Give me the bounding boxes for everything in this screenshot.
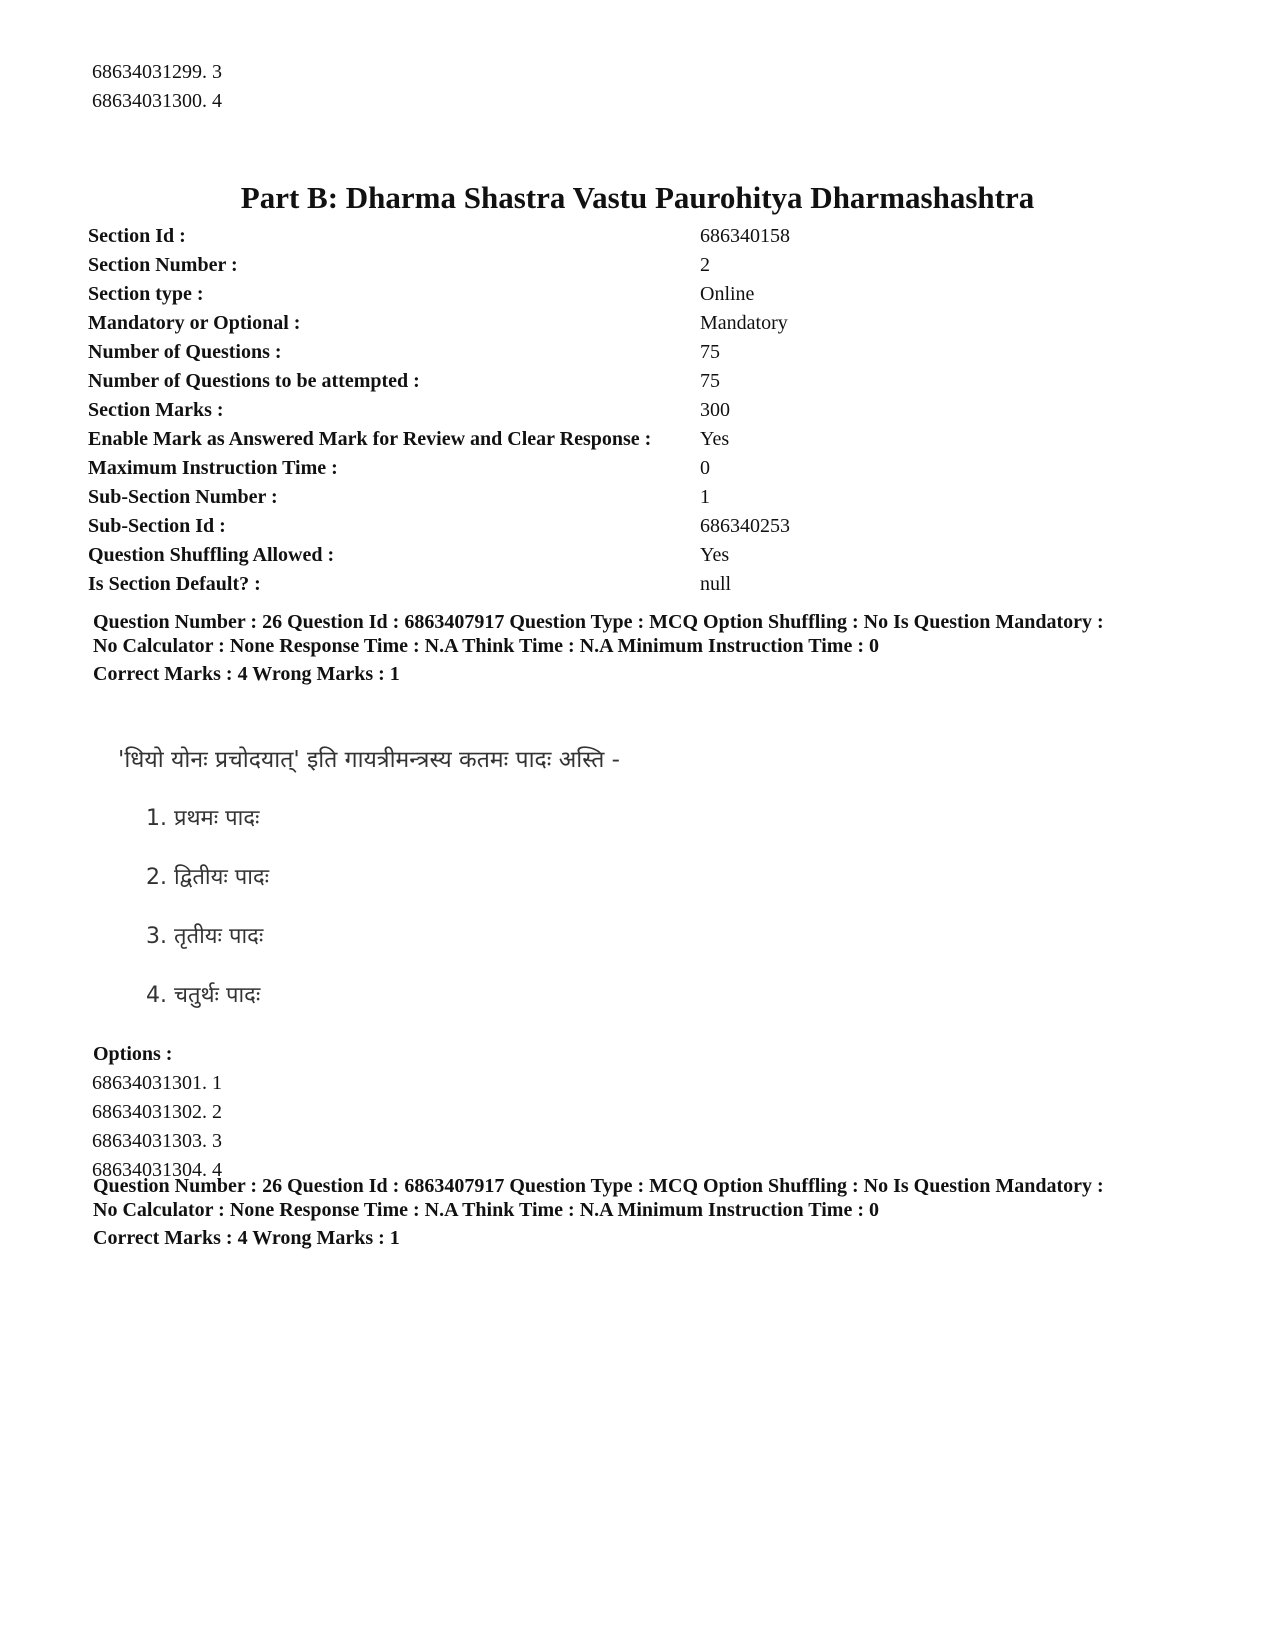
section-info-row [88, 338, 790, 367]
options-list [92, 1069, 222, 1185]
section-info-label: Enable Mark as Answered Mark for Review and Clear Response : [88, 428, 652, 450]
section-info-value: Mandatory [700, 312, 788, 334]
section-info-value: 686340158 [700, 225, 790, 247]
section-info-row [88, 251, 790, 280]
section-info-label: Question Shuffling Allowed : [88, 544, 335, 566]
section-info-row [88, 280, 790, 309]
section-info-label: Section type : [88, 283, 204, 305]
section-info-value: 75 [700, 370, 720, 392]
question-choice: 3. तृतीयः पादः [146, 924, 264, 949]
section-info-row [88, 512, 790, 541]
section-info-label: Section Marks : [88, 399, 224, 421]
section-info-label: Section Id : [88, 225, 186, 247]
part-title: Part B: Dharma Shastra Vastu Paurohitya Dharmashashtra [240, 180, 1035, 215]
option-line: 68634031301. 1 [92, 1072, 222, 1094]
question-choice: 2. द्वितीयः पादः [146, 865, 270, 890]
section-info-row [88, 425, 790, 454]
section-info-value: Yes [700, 428, 730, 450]
section-info-label: Number of Questions to be attempted : [88, 370, 420, 392]
section-info-table [88, 222, 790, 599]
section-info-label: Mandatory or Optional : [88, 312, 301, 334]
previous-question-options [92, 58, 222, 116]
section-info-row [88, 222, 790, 251]
section-info-row [88, 483, 790, 512]
section-info-label: Number of Questions : [88, 341, 282, 363]
section-info-row [88, 454, 790, 483]
section-info-value: 686340253 [700, 515, 790, 537]
section-info-value: null [700, 573, 732, 595]
options-label: Options : [93, 1043, 173, 1065]
option-line: 68634031303. 3 [92, 1130, 222, 1152]
question-header [93, 610, 1233, 686]
question-header [93, 1174, 1233, 1250]
question-meta-line: No Calculator : None Response Time : N.A Think Time : N.A Minimum Instruction Time : 0 [93, 635, 879, 657]
question-stem: 'धियो योनः प्रचोदयात्' इति गायत्रीमन्त्रस्य कतमः पादः अस्ति - [118, 747, 620, 773]
section-info-label: Section Number : [88, 254, 238, 276]
option-line: 68634031302. 2 [92, 1101, 222, 1123]
section-info-row [88, 396, 790, 425]
option-line: 68634031299. 3 [92, 61, 222, 83]
section-info-row [88, 367, 790, 396]
option-line: 68634031304. 4 [92, 1159, 222, 1181]
section-info-value: Online [700, 283, 755, 305]
section-info-value: Yes [700, 544, 730, 566]
section-info-row [88, 309, 790, 338]
question-choice: 1. प्रथमः पादः [146, 806, 260, 831]
section-info-label: Is Section Default? : [88, 573, 261, 595]
section-info-label: Sub-Section Number : [88, 486, 278, 508]
section-info-row [88, 570, 790, 599]
section-info-value: 1 [700, 486, 710, 508]
section-info-value: 2 [700, 254, 710, 276]
section-info-value: 0 [700, 457, 710, 479]
question-meta-line: Question Number : 26 Question Id : 6863407917 Question Type : MCQ Option Shuffling : No Is Question Mandatory : [93, 1175, 1104, 1197]
section-info-row [88, 541, 790, 570]
option-line: 68634031300. 4 [92, 90, 222, 112]
question-choice: 4. चतुर्थः पादः [146, 983, 261, 1008]
question-marks: Correct Marks : 4 Wrong Marks : 1 [93, 1227, 400, 1249]
section-info-label: Maximum Instruction Time : [88, 457, 338, 479]
section-info-value: 300 [700, 399, 730, 421]
question-body [118, 745, 620, 1011]
section-info-value: 75 [700, 341, 720, 363]
section-info-label: Sub-Section Id : [88, 515, 226, 537]
question-meta-line: No Calculator : None Response Time : N.A Think Time : N.A Minimum Instruction Time : 0 [93, 1199, 879, 1221]
question-marks: Correct Marks : 4 Wrong Marks : 1 [93, 663, 400, 685]
question-meta-line: Question Number : 26 Question Id : 6863407917 Question Type : MCQ Option Shuffling : No Is Question Mandatory : [93, 611, 1104, 633]
